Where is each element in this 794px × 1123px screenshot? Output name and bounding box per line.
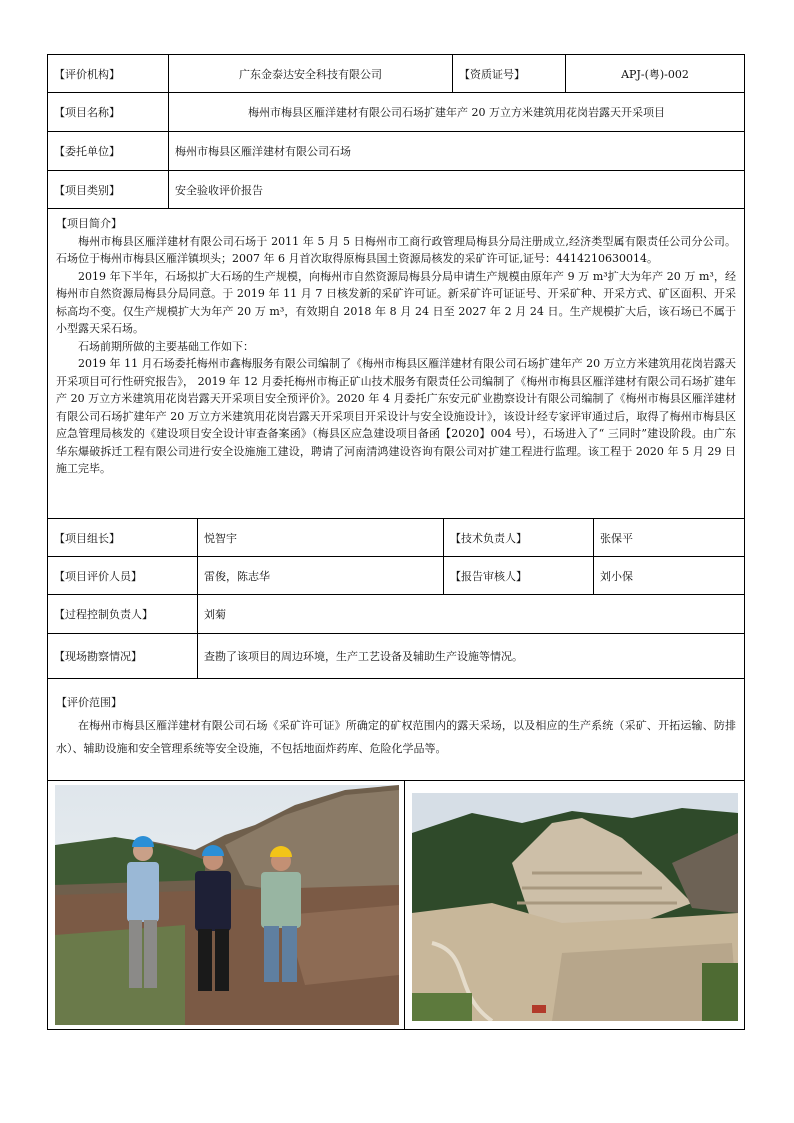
cert-value: APJ-(粤)-002 [621, 67, 689, 81]
tech-label: 【技术负责人】 [444, 519, 594, 556]
category-label: 【项目类别】 [48, 171, 169, 208]
leader-label: 【项目组长】 [48, 519, 198, 556]
evaluators-label: 【项目评价人员】 [48, 557, 198, 594]
quarry-photo [412, 793, 738, 1021]
client-label: 【委托单位】 [48, 132, 169, 170]
org-value: 广东金泰达安全科技有限公司 [169, 55, 453, 92]
evaluators-row [48, 557, 744, 595]
client-row [48, 132, 744, 171]
scope-heading: 【评价范围】 [56, 696, 122, 709]
intro-paragraph-3: 石场前期所做的主要基础工作如下： [78, 339, 254, 353]
scope-text: 在梅州市梅县区雁洋建材有限公司石场《采矿许可证》所确定的矿权范围内的露天采场，以及相应的生产系统（采矿、开拓运输、防排水）、辅助设施和安全管理系统等安全设施，不包括地面炸药库、危险化学品等。 [56, 719, 736, 755]
leader-row [48, 519, 744, 557]
site-label: 【现场勘察情况】 [48, 634, 198, 678]
reviewer-label: 【报告审核人】 [444, 557, 594, 594]
photo-divider [404, 781, 405, 1029]
intro-paragraph-1: 梅州市梅县区雁洋建材有限公司石场于 2011 年 5 月 5 日梅州市工商行政管理局梅县分局注册成立,经济类型属有限责任公司分公司。石场位于梅州市梅县区雁洋镇坝头；2007 年 6 月首次取得原梅县国土资源局核发的采矿许可证,证号：4414210630014。 [56, 234, 736, 265]
category-row [48, 171, 744, 209]
site-row [48, 634, 744, 679]
org-row [48, 55, 744, 93]
intro-paragraph-2: 2019 年下半年，石场拟扩大石场的生产规模，向梅州市自然资源局梅县分局申请生产规模由原年产 9 万 m³扩大为年产 20 万 m³，经梅州市自然资源局梅县分局同意。于 2019 年 11 月 7 日核发新的采矿许可证。新采矿许可证证号、开采矿种、开采方式、矿区面积、开采标高均不变。仅生产规模扩大为年产 20 万 m³，有效期自 2018 年 8 月 24 日至 2027 年 2 月 24 日。生产规模扩大后，该石场已不属于小型露天采石场。 [56, 269, 736, 335]
report-form [47, 54, 745, 1030]
scope-section [48, 679, 744, 781]
client-value: 梅州市梅县区雁洋建材有限公司石场 [175, 145, 351, 158]
intro-heading: 【项目简介】 [56, 217, 122, 230]
reviewer-value: 刘小保 [600, 569, 633, 583]
org-label: 【评价机构】 [48, 55, 169, 92]
category-value: 安全验收评价报告 [175, 183, 263, 197]
leader-value: 悦智宇 [198, 519, 444, 556]
project-name-row [48, 93, 744, 132]
tech-value: 张保平 [600, 531, 633, 545]
site-team-photo [55, 785, 399, 1025]
intro-paragraph-4: 2019 年 11 月石场委托梅州市鑫梅服务有限公司编制了《梅州市梅县区雁洋建材有限公司石场扩建年产 20 万立方米建筑用花岗岩露天开采项目可行性研究报告》， 2019 年 12 月委托梅州市梅正矿山技术服务有限责任公司编制了《梅州市梅县区雁洋建材有限公司石场扩建年产 20 万立方米建筑用花岗岩露天开采项目安全预评价》。2020 年 4 月委托广东安元矿业勘察设计有限公司编制了《梅州市梅县区雁洋建材有限公司石场扩建年产 20 万立方米建筑用花岗岩露天开采项目开采设计与安全设施设计》，该设计经专家评审通过后，取得了梅州市梅县区应急管理局核发的《建设项目安全设计审查备案函》（梅县区应急建设项目备函【2020】004 号），石场进入了“ 三同时”建设阶段。由广东华东爆破拆迁工程有限公司进行安全设施施工建设，聘请了河南清鸿建设咨询有限公司对扩建工程进行监理。该工程于 2020 年 5 月 29 日施工完毕。 [56, 357, 736, 475]
process-value: 刘菊 [204, 608, 226, 621]
site-value: 查勘了该项目的周边环境，生产工艺设备及辅助生产设施等情况。 [204, 650, 523, 663]
process-label: 【过程控制负责人】 [48, 595, 198, 633]
project-name-label: 【项目名称】 [48, 93, 169, 131]
process-row [48, 595, 744, 634]
intro-section [48, 209, 744, 519]
evaluators-value: 雷俊，陈志华 [198, 557, 444, 594]
project-name-value: 梅州市梅县区雁洋建材有限公司石场扩建年产 20 万立方米建筑用花岗岩露天开采项目 [248, 106, 665, 119]
cert-label: 【资质证号】 [453, 55, 566, 92]
